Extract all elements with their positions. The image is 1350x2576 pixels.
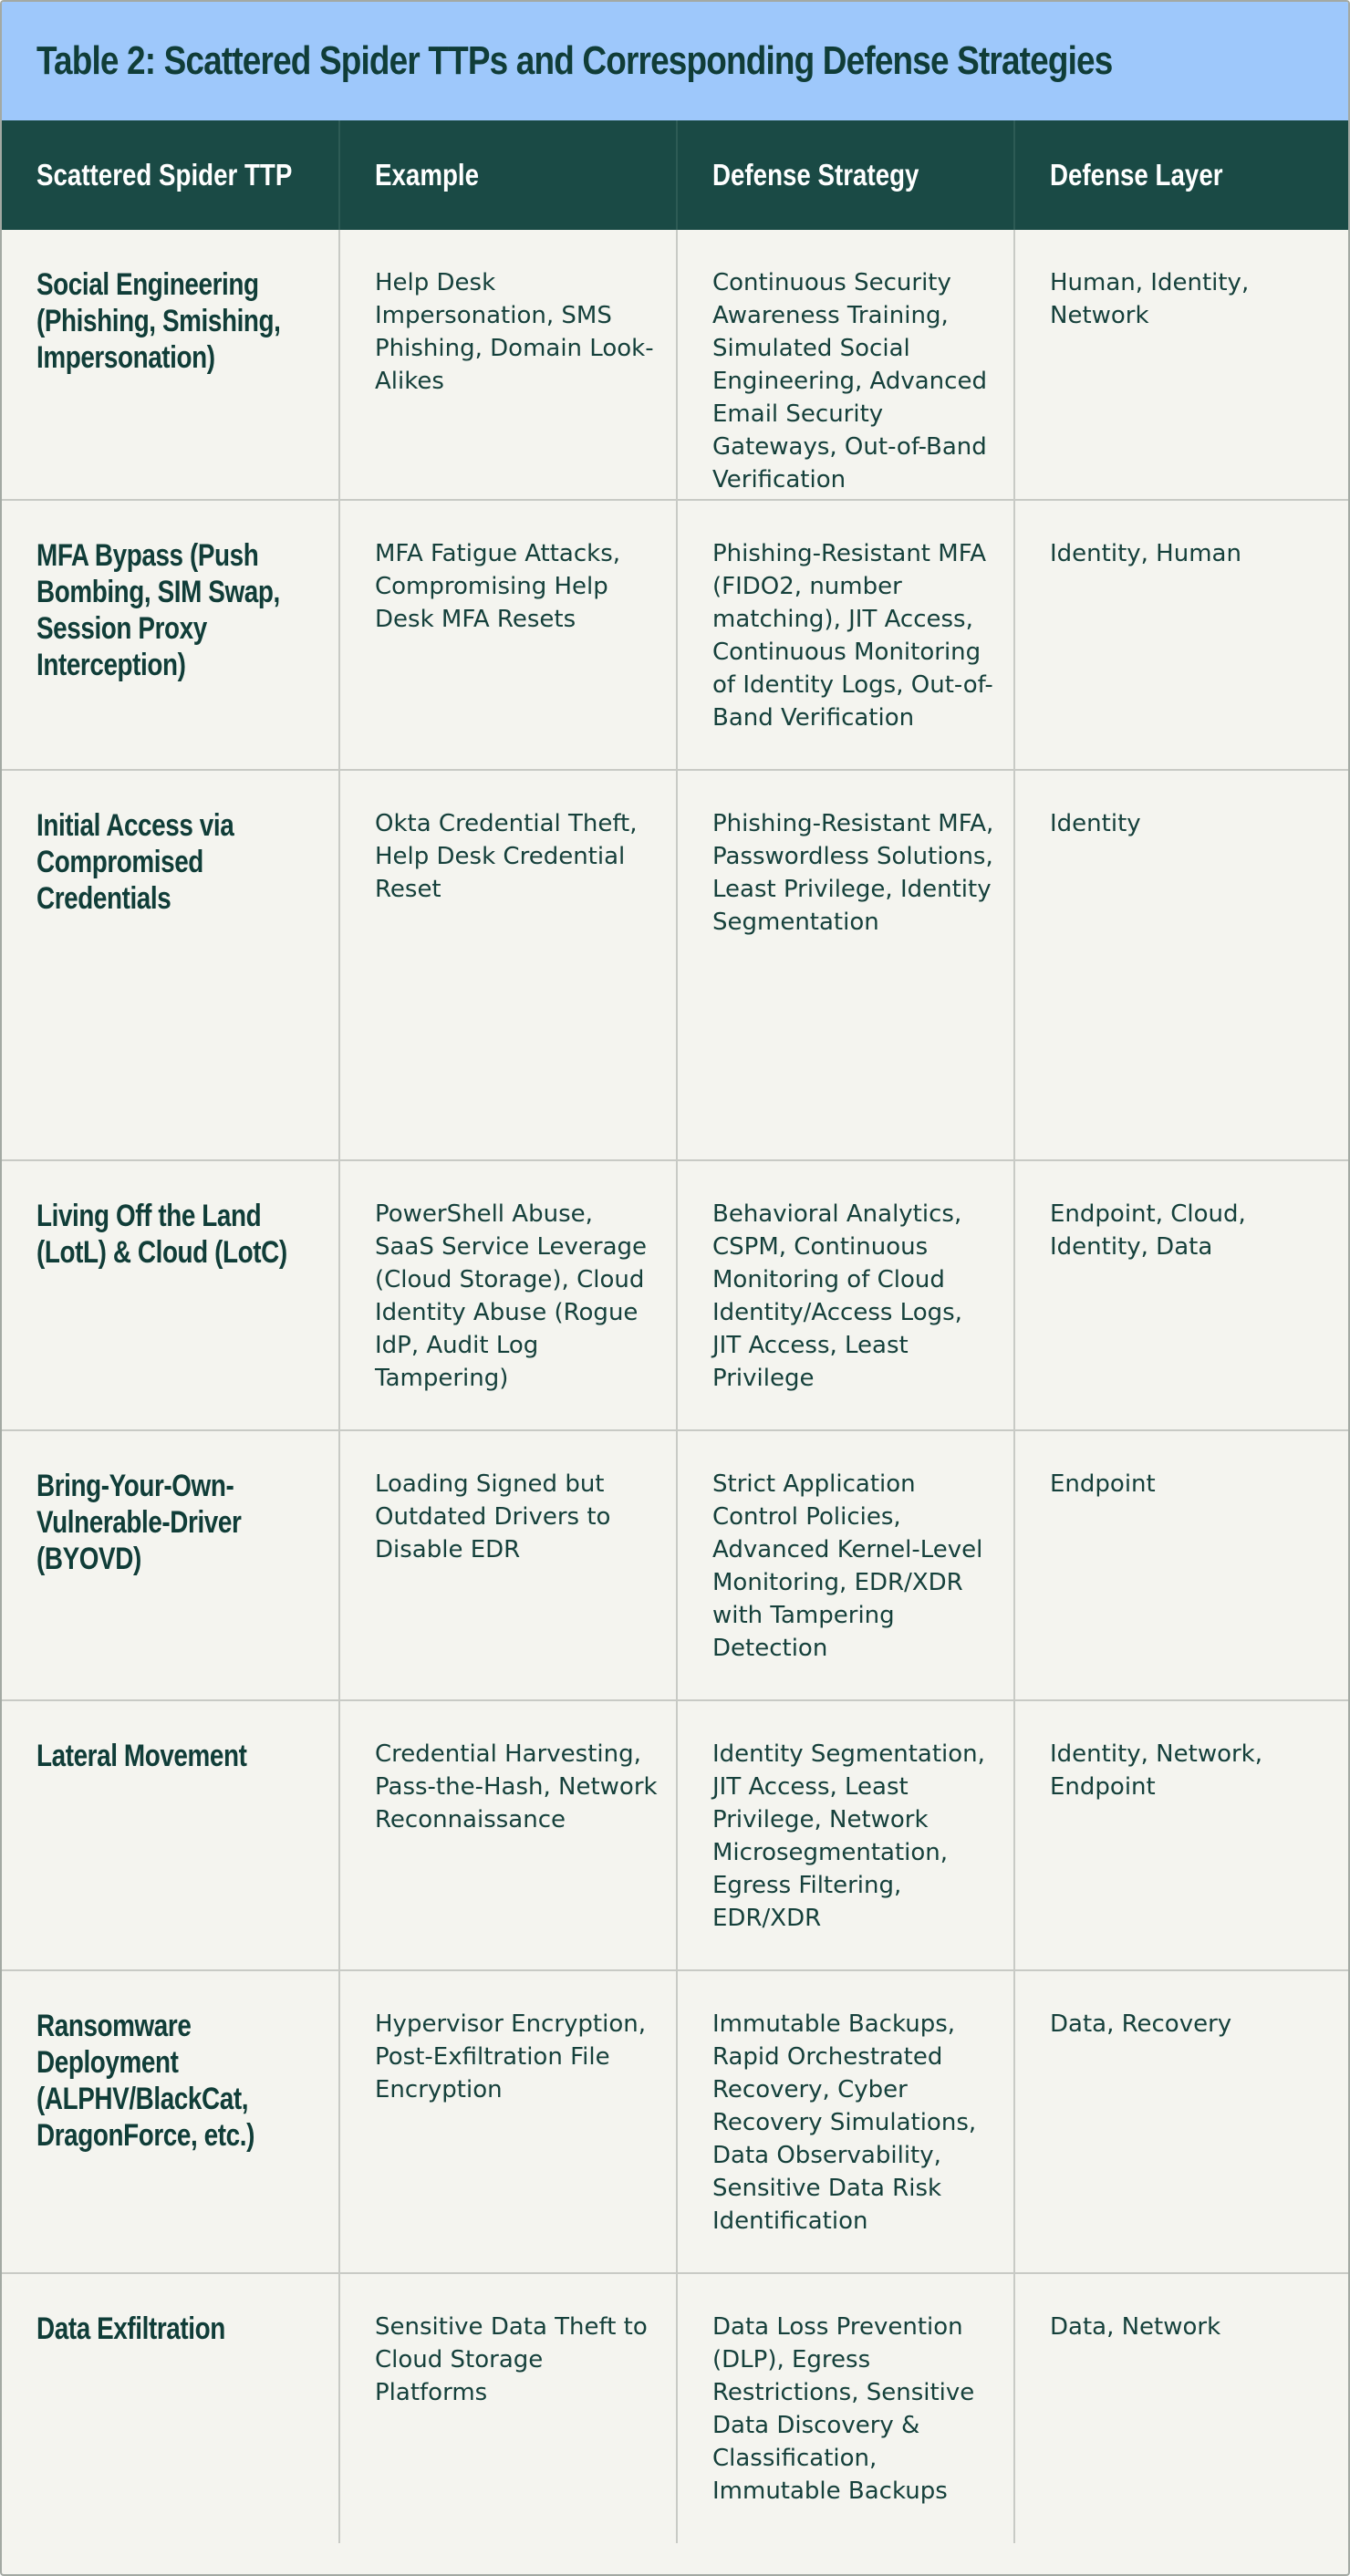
example-cell: Sensitive Data Theft to Cloud Storage Platforms [339, 2273, 677, 2543]
example-cell: Hypervisor Encryption, Post-Exfiltration File Encryption [339, 1970, 677, 2273]
title-bar [2, 2, 1348, 120]
example-cell: Loading Signed but Outdated Drivers to Disable EDR [339, 1430, 677, 1700]
layer-cell: Identity, Human [1014, 500, 1348, 770]
ttp-cell: Ransomware Deployment (ALPHV/BlackCat, DragonForce, etc.) [2, 1970, 339, 2273]
ttp-cell: Social Engineering (Phishing, Smishing, Impersonation) [2, 230, 339, 500]
layer-cell: Data, Network [1050, 2313, 1221, 2341]
table-row [2, 770, 1348, 1160]
strategy-cell: Continuous Security Awareness Training, Simulated Social Engineering, Advanced Email Security Gateways, Out-of-Band Verification [677, 230, 1014, 500]
strategy-cell: Immutable Backups, Rapid Orchestrated Recovery, Cyber Recovery Simulations, Data Observability, Sensitive Data Risk Identification [677, 1970, 1014, 2273]
example-cell: PowerShell Abuse, SaaS Service Leverage (Cloud Storage), Cloud Identity Abuse (Rogue IdP, Audit Log Tampering) [339, 1160, 677, 1430]
ttp-cell: MFA Bypass (Push Bombing, SIM Swap, Session Proxy Interception) [2, 500, 339, 770]
strategy-cell: Strict Application Control Policies, Advanced Kernel-Level Monitoring, EDR/XDR with Tampering Detection [677, 1430, 1014, 1700]
table-row [2, 230, 1348, 500]
layer-cell: Endpoint [1014, 1430, 1348, 1700]
layer-cell: Data, Recovery [1014, 1970, 1348, 2273]
layer-cell: Identity, Network, Endpoint [1014, 1700, 1348, 1970]
layer-cell: Human, Identity, Network [1014, 230, 1348, 500]
example-cell: Help Desk Impersonation, SMS Phishing, Domain Look-Alikes [339, 230, 677, 500]
example-cell: Okta Credential Theft, Help Desk Credential Reset [339, 770, 677, 1160]
header-example: Example [339, 120, 677, 230]
strategy-cell: Phishing-Resistant MFA (FIDO2, number matching), JIT Access, Continuous Monitoring of Identity Logs, Out-of-Band Verification [677, 500, 1014, 770]
ttp-cell: Initial Access via Compromised Credentials [2, 770, 339, 1160]
table-row [2, 1160, 1348, 1430]
ttp-cell: Living Off the Land (LotL) & Cloud (LotC) [2, 1160, 339, 1430]
header-row [2, 120, 1348, 230]
layer-cell: Endpoint, Cloud, Identity, Data [1014, 1160, 1348, 1430]
ttp-cell: Data Exfiltration [2, 2273, 339, 2543]
example-cell: Credential Harvesting, Pass-the-Hash, Network Reconnaissance [339, 1700, 677, 1970]
table-row [2, 2273, 1348, 2543]
table-title: Table 2: Scattered Spider TTPs and Corresponding Defense Strategies [36, 38, 1113, 83]
table-row [2, 500, 1348, 770]
header-ttp: Scattered Spider TTP [2, 120, 339, 230]
ttp-cell: Lateral Movement [2, 1700, 339, 1970]
example-cell: MFA Fatigue Attacks, Compromising Help Desk MFA Resets [339, 500, 677, 770]
header-defense-layer: Defense Layer [1014, 120, 1348, 230]
header-defense-strategy: Defense Strategy [677, 120, 1014, 230]
ttp-cell: Bring-Your-Own-Vulnerable-Driver (BYOVD) [2, 1430, 339, 1700]
table-row [2, 1430, 1348, 1700]
layer-cell: Identity [1014, 770, 1348, 1160]
strategy-cell: Phishing-Resistant MFA, Passwordless Solutions, Least Privilege, Identity Segmentation [677, 770, 1014, 1160]
ttp-defense-table [2, 120, 1348, 2543]
strategy-cell: Identity Segmentation, JIT Access, Least Privilege, Network Microsegmentation, Egress Filtering, EDR/XDR [677, 1700, 1014, 1970]
strategy-cell: Data Loss Prevention (DLP), Egress Restrictions, Sensitive Data Discovery & Classification, Immutable Backups [677, 2273, 1014, 2543]
table-row [2, 1970, 1348, 2273]
table-row [2, 1700, 1348, 1970]
strategy-cell: Behavioral Analytics, CSPM, Continuous Monitoring of Cloud Identity/Access Logs, JIT Access, Least Privilege [677, 1160, 1014, 1430]
